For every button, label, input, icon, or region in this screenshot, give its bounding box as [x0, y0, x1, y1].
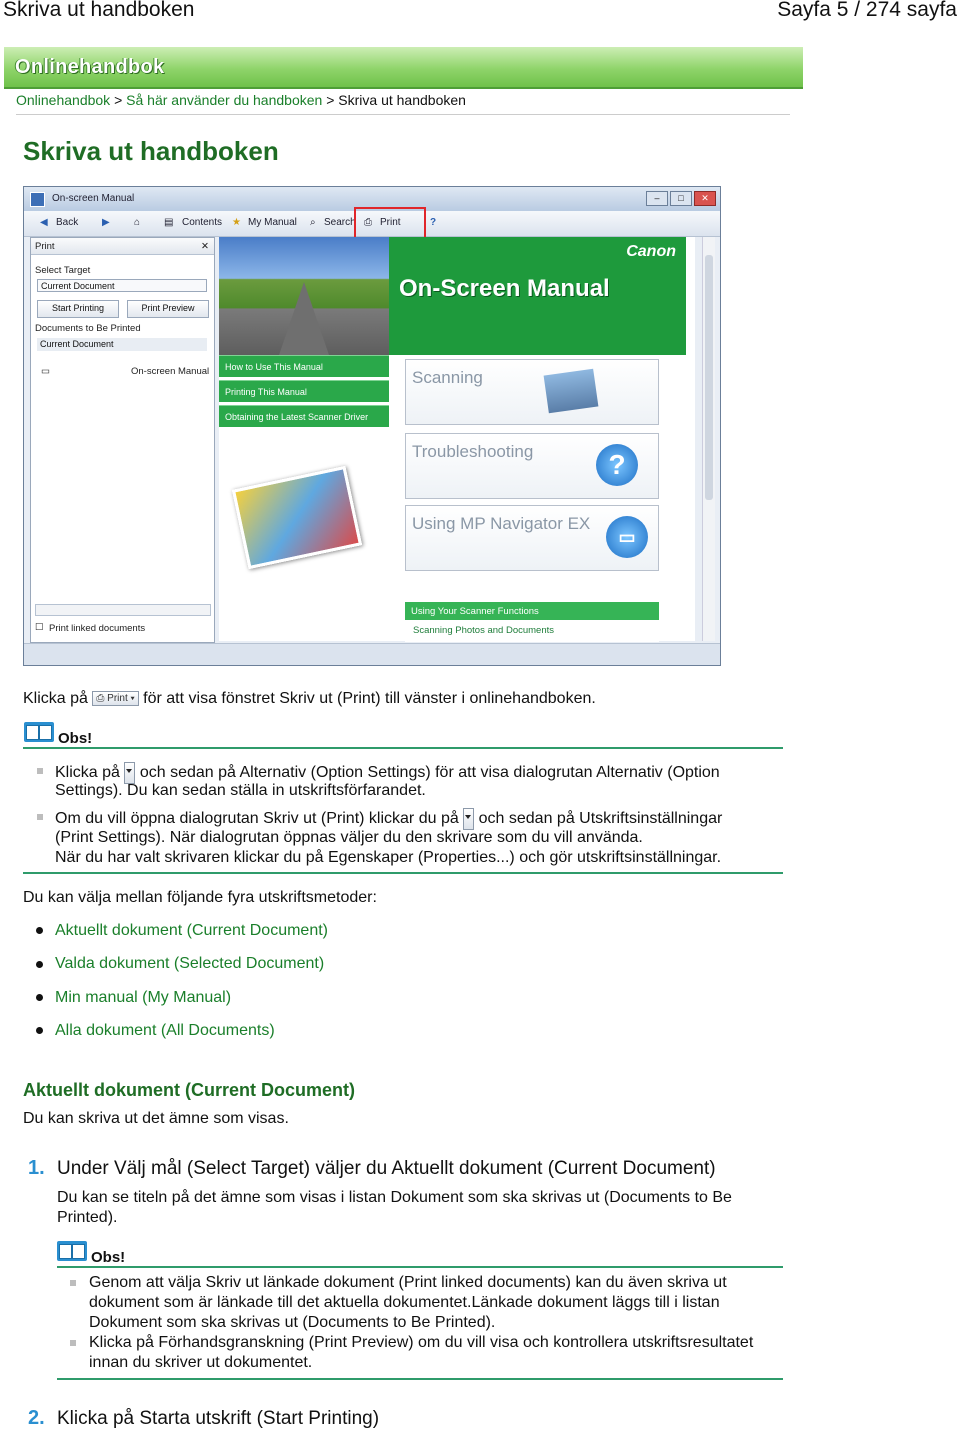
method-link-my-manual[interactable]: Min manual (My Manual) — [55, 989, 232, 1006]
doc-page-icon: ▭ — [41, 366, 50, 377]
nav-item: How to Use This Manual — [219, 355, 389, 377]
printer-icon: ⎙ — [364, 217, 372, 228]
book-icon — [24, 722, 54, 742]
print-button-image: ⎙ Print ▾ — [92, 691, 138, 706]
card-label: Using MP Navigator EX — [412, 514, 591, 533]
method-link-all[interactable]: Alla dokument (All Documents) — [55, 1022, 275, 1039]
select-target-value: Current Document — [41, 281, 115, 291]
content-scrollbar — [702, 237, 715, 641]
note2-item2-line2: innan du skriver ut dokumentet. — [89, 1354, 313, 1371]
intro-after: för att visa fönstret Skriv ut (Print) till vänster i onlinehandboken. — [143, 690, 596, 707]
bullet-dot — [36, 927, 43, 934]
search-icon: ⌕ — [310, 217, 316, 228]
print-label: Print — [380, 217, 401, 228]
step1-text: Under Välj mål (Select Target) väljer du Aktuellt dokument (Current Document) — [57, 1158, 716, 1179]
dropdown-arrow-icon — [463, 808, 474, 830]
note-label: Obs! — [58, 730, 93, 747]
step-number: 1. — [28, 1157, 45, 1179]
method-link-current[interactable]: Aktuellt dokument (Current Document) — [55, 922, 328, 939]
note-bottom-rule — [23, 872, 783, 874]
window-icon — [30, 192, 45, 207]
bullet-square — [70, 1340, 76, 1346]
back-arrow-icon: ◀ — [40, 217, 48, 228]
star-icon: ★ — [232, 217, 241, 228]
card-scanning — [405, 359, 659, 425]
step2-text: Klicka på Starta utskrift (Start Printing) — [57, 1408, 380, 1429]
print-button-highlight — [354, 207, 426, 241]
minimize-icon: – — [646, 191, 668, 206]
note1-item2-after: och sedan på Utskriftsinställningar — [478, 810, 723, 828]
select-target-label: Select Target — [35, 265, 91, 276]
note1-item1-before: Klicka på — [55, 764, 120, 782]
bullet-dot — [36, 961, 43, 968]
note1-item2-before: Om du vill öppna dialogrutan Skriv ut (Print) klickar du på — [55, 810, 459, 828]
bullet-square — [37, 768, 43, 774]
forward-arrow-icon: ▶ — [102, 217, 110, 228]
note1-item1-line2: Settings). Du kan sedan ställa in utskriftsförfarandet. — [55, 782, 426, 799]
breadcrumb-current: Skriva ut handboken — [338, 92, 466, 108]
note1-item1-after: och sedan på Alternativ (Option Settings) för att visa dialogrutan Alternativ (Option — [139, 764, 720, 782]
book-icon — [57, 1241, 87, 1261]
methods-intro: Du kan välja mellan följande fyra utskriftsmetoder: — [23, 889, 377, 906]
canon-logo: Canon — [626, 243, 676, 260]
card-troubleshooting — [405, 433, 659, 499]
back-label: Back — [56, 217, 79, 228]
note1-item2-line1 — [55, 808, 722, 830]
dropdown-arrow-icon — [124, 762, 135, 784]
window-statusbar — [24, 643, 720, 666]
bird-photo-icon — [544, 369, 599, 414]
note-bottom-rule — [57, 1378, 783, 1380]
bullet-square — [70, 1280, 76, 1286]
manual-content — [219, 237, 695, 641]
card-label: Scanning — [412, 368, 483, 387]
section-description: Du kan skriva ut det ämne som visas. — [23, 1110, 289, 1127]
nav-item: Printing This Manual — [219, 380, 389, 402]
note-label: Obs! — [91, 1249, 126, 1266]
functions-item: Scanning Photos and Documents — [405, 620, 659, 642]
bullet-dot — [36, 1027, 43, 1034]
functions-title: Using Your Scanner Functions — [411, 606, 539, 617]
nav-item: Obtaining the Latest Scanner Driver — [219, 405, 389, 427]
print-linked-label: Print linked documents — [49, 623, 146, 634]
intro-text — [23, 690, 596, 708]
step1-sub-line1: Du kan se titeln på det ämne som visas i listan Dokument som ska skrivas ut (Documents to Be — [57, 1189, 732, 1206]
step1-sub-line2: Printed). — [57, 1209, 118, 1226]
docs-to-print-label: Documents to Be Printed — [35, 323, 141, 334]
window-title: On-screen Manual — [52, 193, 135, 204]
maximize-icon: □ — [670, 191, 692, 206]
card-label: Troubleshooting — [412, 442, 534, 461]
functions-section — [405, 602, 659, 642]
contents-label: Contents — [182, 217, 223, 228]
start-printing-button: Start Printing — [37, 300, 119, 318]
pane-close-icon: ✕ — [201, 241, 209, 252]
doc-item: On-screen Manual — [131, 366, 210, 377]
docs-list-header: Current Document — [37, 338, 207, 351]
manual-title: On-Screen Manual — [399, 275, 610, 302]
question-icon: ? — [596, 444, 638, 486]
note1-item2-line3: När du har valt skrivaren klickar du på Egenskaper (Properties...) och gör utskriftsinställningar. — [55, 849, 722, 866]
banner-title: Onlinehandbok — [15, 56, 165, 78]
print-button-label: Print — [107, 693, 128, 705]
breadcrumb-link-home[interactable]: Onlinehandbok — [16, 92, 111, 108]
breadcrumb-separator: > — [110, 92, 127, 108]
note-top-rule — [57, 1266, 783, 1268]
pane-title: Print — [35, 241, 55, 252]
page-title: Skriva ut handboken — [23, 136, 279, 166]
note2-item1-line2: dokument som är länkade till det aktuella dokumentet.Länkade dokument läggs till i listan — [89, 1294, 720, 1311]
manual-banner — [4, 47, 803, 89]
bullet-dot — [36, 994, 43, 1001]
road-photo — [219, 237, 389, 355]
print-pane — [30, 237, 215, 643]
page-header-title: Skriva ut handboken — [3, 0, 195, 21]
note1-item2-line2: (Print Settings). När dialogrutan öppnas väljer du den skrivare som du vill använda. — [55, 829, 643, 846]
note2-item1-line3: Dokument som ska skrivas ut (Documents to Be Printed). — [89, 1314, 496, 1331]
note1-item1-line1 — [55, 762, 720, 784]
help-icon: ? — [430, 217, 437, 228]
manual-window-screenshot — [23, 186, 721, 666]
print-preview-button: Print Preview — [127, 300, 209, 318]
section-title: Aktuellt dokument (Current Document) — [23, 1080, 356, 1100]
my-manual-label: My Manual — [248, 217, 297, 228]
close-icon: ✕ — [694, 191, 716, 206]
intro-before: Klicka på — [23, 690, 88, 707]
step-number: 2. — [28, 1407, 45, 1429]
pane-hscrollbar — [35, 604, 211, 616]
breadcrumb-divider — [16, 114, 790, 115]
method-link-selected[interactable]: Valda dokument (Selected Document) — [55, 955, 325, 972]
card-mp-navigator — [405, 505, 659, 571]
note2-item2-line1: Klicka på Förhandsgranskning (Print Preview) om du vill visa och kontrollera utskriftsresultatet — [89, 1334, 754, 1351]
print-linked-checkbox: ☐ — [35, 622, 44, 633]
breadcrumb-link-howto[interactable]: Så här använder du handboken — [126, 92, 323, 108]
photo-stack-image — [232, 466, 362, 569]
contents-icon: ▤ — [164, 217, 174, 228]
scanner-icon: ▭ — [606, 516, 648, 558]
search-label: Search — [324, 217, 356, 228]
note2-item1-line1: Genom att välja Skriv ut länkade dokument (Print linked documents) kan du även skriva ut — [89, 1274, 727, 1291]
manual-header — [389, 237, 686, 355]
home-icon: ⌂ — [134, 217, 141, 228]
page-counter: Sayfa 5 / 274 sayfa — [777, 0, 957, 21]
breadcrumb — [16, 92, 466, 108]
select-target-dropdown — [37, 279, 207, 292]
bullet-square — [37, 814, 43, 820]
note-top-rule — [23, 747, 783, 749]
breadcrumb-separator: > — [322, 92, 339, 108]
